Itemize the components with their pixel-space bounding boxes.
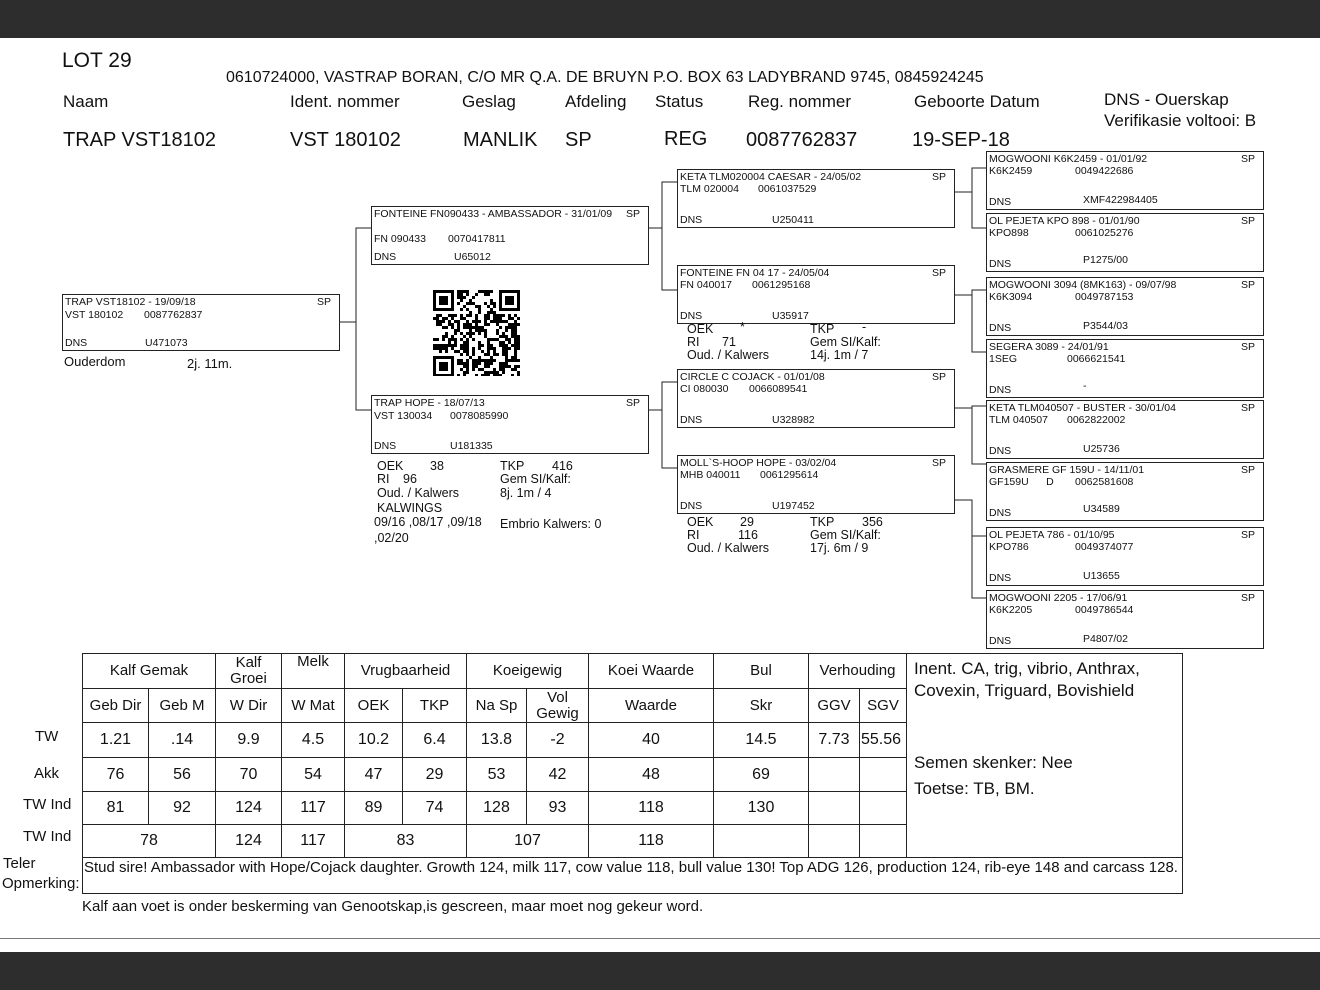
ggp-sp: SP bbox=[1240, 341, 1255, 353]
dam-embrio: Embrio Kalwers: 0 bbox=[500, 517, 602, 531]
gp-oud-label: Oud. / Kalwers bbox=[687, 541, 769, 555]
ggp-id: TLM 040507 bbox=[989, 414, 1048, 426]
gp-tkp-label: TKP bbox=[810, 322, 835, 336]
ggp-sp: SP bbox=[1240, 402, 1255, 414]
ggp-sp: SP bbox=[1240, 279, 1255, 291]
table-sub-header: OEK bbox=[357, 696, 390, 714]
ggp-dns-value: XMF422984405 bbox=[1083, 194, 1158, 206]
table-sub-header: Na Sp bbox=[475, 696, 518, 714]
gp-gem-label: Gem SI/Kalf: bbox=[810, 528, 881, 542]
twind-cell: 124 bbox=[235, 799, 262, 816]
ggp-sp: SP bbox=[1240, 529, 1255, 541]
gp-ri-label: RI bbox=[687, 335, 700, 349]
akk-cell: 42 bbox=[548, 765, 567, 783]
ggp-sp: SP bbox=[1240, 215, 1255, 227]
gp-dns-label: DNS bbox=[680, 414, 703, 426]
table-sub-header: W Dir bbox=[229, 696, 268, 714]
table-group-header: Bul bbox=[750, 662, 772, 679]
ggp-sp: SP bbox=[1240, 464, 1255, 476]
tw-cell: 4.5 bbox=[301, 731, 325, 748]
ggp-dns-label: DNS bbox=[989, 507, 1012, 519]
ggp-dns-label: DNS bbox=[989, 384, 1012, 396]
table-group-header: Koeigewig bbox=[492, 662, 563, 679]
gp-dns-value: U35917 bbox=[772, 310, 809, 322]
breeder-line: 0610724000, VASTRAP BORAN, C/O MR Q.A. DE BRUYN P.O. BOX 63 LADYBRAND 9745, 0845924245 bbox=[226, 69, 984, 86]
gp-dns-label: DNS bbox=[680, 214, 703, 226]
gp-oud-value: 17j. 6m / 9 bbox=[810, 541, 869, 555]
twind-cell: 89 bbox=[364, 799, 383, 816]
ggp-name: MOGWOONI K6K2459 - 01/01/92 bbox=[989, 153, 1148, 165]
dam-gem-label: Gem SI/Kalf: bbox=[500, 472, 571, 486]
ggp-name: KETA TLM040507 - BUSTER - 30/01/04 bbox=[989, 402, 1176, 414]
age-label: Ouderdom bbox=[64, 354, 126, 369]
gp-reg: 0061295614 bbox=[760, 469, 819, 481]
ggp-dns-value: U25736 bbox=[1083, 443, 1120, 455]
gp-reg: 0061295168 bbox=[752, 279, 811, 291]
gp-reg: 0061037529 bbox=[758, 183, 817, 195]
footer-note: Kalf aan voet is onder beskerming van Genootskap,is gescreen, maar moet nog gekeur word. bbox=[82, 898, 704, 915]
twind-group-cell: 117 bbox=[300, 832, 326, 849]
gp-dns-value: U197452 bbox=[772, 500, 815, 512]
ggp-dns-label: DNS bbox=[989, 196, 1012, 208]
gp-sp: SP bbox=[931, 457, 946, 469]
table-sub-header: W Mat bbox=[291, 696, 335, 714]
table-sub-header: Geb Dir bbox=[89, 696, 142, 714]
gp-oek-value: * bbox=[740, 320, 745, 334]
gp-oek-label: OEK bbox=[687, 515, 714, 529]
akk-cell: 53 bbox=[487, 765, 506, 783]
table-sub-header: Skr bbox=[749, 696, 773, 714]
row-label-akk: Akk bbox=[34, 765, 60, 782]
ggp-reg: 0049787153 bbox=[1075, 291, 1134, 303]
gp-name: MOLL`S-HOOP HOPE - 03/02/04 bbox=[680, 457, 837, 469]
dam-oek-value: 38 bbox=[430, 459, 444, 473]
value-reg: 0087762837 bbox=[746, 129, 858, 151]
ggp-dns-value: P4807/02 bbox=[1083, 633, 1128, 645]
label-birthdate: Geboorte Datum bbox=[914, 92, 1040, 111]
gp-ri-value: 116 bbox=[738, 528, 758, 542]
gp-sp: SP bbox=[931, 267, 946, 279]
dam-kalwings-label: KALWINGS bbox=[377, 501, 443, 515]
gp-id: TLM 020004 bbox=[680, 183, 739, 195]
animal-name: TRAP VST18102 - 19/09/18 bbox=[65, 296, 196, 308]
dam-name: TRAP HOPE - 18/07/13 bbox=[374, 397, 485, 409]
gp-id: FN 040017 bbox=[680, 279, 732, 291]
tw-cell: 14.5 bbox=[745, 731, 777, 748]
tw-cell: 10.2 bbox=[357, 731, 390, 748]
tw-cell: 6.4 bbox=[423, 731, 446, 748]
animal-dns-value: U471073 bbox=[145, 337, 188, 349]
row-label-tw: TW bbox=[35, 728, 59, 745]
age-value: 2j. 11m. bbox=[187, 356, 233, 371]
gp-tkp-label: TKP bbox=[810, 515, 835, 529]
sire-reg: 0070417811 bbox=[448, 233, 506, 245]
table-sub-header: TKP bbox=[419, 696, 450, 714]
gp-sp: SP bbox=[931, 371, 946, 383]
akk-cell: 56 bbox=[173, 765, 191, 783]
animal-dns-label: DNS bbox=[65, 337, 88, 349]
ggp-dns-label: DNS bbox=[989, 258, 1012, 270]
akk-cell: 29 bbox=[425, 765, 444, 783]
gp-dns-value: U250411 bbox=[772, 214, 814, 226]
gp-oud-value: 14j. 1m / 7 bbox=[810, 348, 869, 362]
value-geslag: MANLIK bbox=[463, 129, 538, 151]
bottom-rule bbox=[0, 938, 1320, 939]
tw-cell: 7.73 bbox=[818, 731, 850, 748]
value-status: REG bbox=[664, 128, 708, 150]
gp-dns-value: U328982 bbox=[772, 414, 815, 426]
sire-sp: SP bbox=[625, 208, 640, 220]
dam-tkp-label: TKP bbox=[500, 459, 525, 473]
ggp-name: OL PEJETA 786 - 01/10/95 bbox=[989, 529, 1115, 541]
ggp-id: K6K2459 bbox=[989, 165, 1033, 177]
label-naam: Naam bbox=[63, 92, 109, 111]
gp-dns-label: DNS bbox=[680, 500, 703, 512]
ggp-name: MOGWOONI 3094 (8MK163) - 09/07/98 bbox=[989, 279, 1177, 291]
gp-name: KETA TLM020004 CAESAR - 24/05/02 bbox=[680, 171, 862, 183]
ggp-reg: 0049786544 bbox=[1075, 604, 1134, 616]
gp-gem-label: Gem SI/Kalf: bbox=[810, 335, 881, 349]
ggp-reg: 0062822002 bbox=[1067, 414, 1126, 426]
akk-cell: 54 bbox=[304, 765, 322, 783]
akk-cell: 70 bbox=[239, 765, 258, 783]
gp-tkp-value: - bbox=[862, 320, 867, 334]
tw-cell: 13.8 bbox=[480, 731, 513, 748]
dam-dns-label: DNS bbox=[374, 440, 397, 452]
gp-reg: 0066089541 bbox=[749, 383, 808, 395]
table-group-header: Vrugbaarheid bbox=[360, 662, 451, 679]
ggp-dns-value: P1275/00 bbox=[1083, 254, 1128, 266]
twind-cell: 92 bbox=[173, 799, 191, 816]
ggp-id: KPO786 bbox=[989, 541, 1029, 553]
table-sub-header: GGV bbox=[817, 696, 851, 714]
dns-verification: Verifikasie voltooi: B bbox=[1104, 111, 1257, 130]
value-ident: VST 180102 bbox=[290, 129, 401, 151]
sire-dns-label: DNS bbox=[374, 251, 397, 263]
dam-oek-label: OEK bbox=[377, 459, 404, 473]
ggp-reg: 0061025276 bbox=[1075, 227, 1134, 239]
ggp-sp: SP bbox=[1240, 153, 1255, 165]
tw-cell: .14 bbox=[170, 731, 194, 748]
dam-dns-value: U181335 bbox=[450, 440, 493, 452]
ggp-name: GRASMERE GF 159U - 14/11/01 bbox=[989, 464, 1145, 476]
gp-oek-label: OEK bbox=[687, 322, 714, 336]
twind-cell: 74 bbox=[425, 799, 444, 816]
ggp-reg: 0066621541 bbox=[1067, 353, 1126, 365]
dam-reg: 0078085990 bbox=[450, 410, 509, 422]
ggp-id: K6K2205 bbox=[989, 604, 1033, 616]
animal-id: VST 180102 bbox=[65, 309, 124, 321]
gp-ri-value: 71 bbox=[722, 335, 736, 349]
dam-kalwings-dates-2: ,02/20 bbox=[374, 531, 409, 545]
gp-id: MHB 040011 bbox=[680, 469, 741, 481]
gp-oud-label: Oud. / Kalwers bbox=[687, 348, 769, 362]
tw-cell: 55.56 bbox=[860, 731, 902, 748]
twind-cell: 118 bbox=[638, 799, 664, 816]
twind-group-cell: 83 bbox=[396, 832, 415, 849]
opmerking-label: Opmerking: bbox=[2, 875, 80, 892]
akk-cell: 48 bbox=[642, 765, 660, 783]
ggp-reg: 0049374077 bbox=[1075, 541, 1134, 553]
twind-group-cell: 78 bbox=[140, 832, 158, 849]
ggp-id: 1SEG bbox=[989, 353, 1018, 365]
sire-name: FONTEINE FN090433 - AMBASSADOR - 31/01/09 bbox=[374, 208, 613, 220]
akk-cell: 76 bbox=[106, 765, 125, 783]
twind-cell: 130 bbox=[747, 799, 775, 816]
table-sub-header: Geb M bbox=[159, 696, 205, 714]
label-geslag: Geslag bbox=[462, 92, 516, 111]
dam-oud-value: 8j. 1m / 4 bbox=[500, 486, 552, 500]
row-label-twind-2: TW Ind bbox=[23, 828, 72, 845]
table-group-header: Melk bbox=[297, 653, 329, 670]
akk-cell: 69 bbox=[752, 765, 770, 783]
twind-group-cell: 118 bbox=[638, 832, 664, 849]
ggp-sp: SP bbox=[1240, 592, 1255, 604]
table-group-header: Kalf Gemak bbox=[109, 662, 189, 679]
vaccination-note-2: Covexin, Triguard, Bovishield bbox=[914, 681, 1135, 700]
table-sub-header: Vol Gewig bbox=[536, 688, 579, 722]
row-label-twind: TW Ind bbox=[23, 796, 72, 813]
dns-parentage: DNS - Ouerskap bbox=[1104, 90, 1229, 109]
gp-id: CI 080030 bbox=[680, 383, 729, 395]
tests-note: Toetse: TB, BM. bbox=[914, 779, 1035, 798]
akk-cell: 47 bbox=[364, 765, 383, 783]
ggp-id: GF159U D bbox=[989, 476, 1054, 488]
dam-kalwings-dates: 09/16 ,08/17 ,09/18 bbox=[374, 515, 482, 529]
twind-group-cell: 124 bbox=[235, 832, 262, 849]
gp-name: CIRCLE C COJACK - 01/01/08 bbox=[680, 371, 825, 383]
label-ident: Ident. nommer bbox=[290, 92, 400, 111]
dam-ri-value: 96 bbox=[403, 472, 417, 486]
ggp-reg: 0049422686 bbox=[1075, 165, 1134, 177]
table-sub-header: Waarde bbox=[625, 696, 677, 714]
table-group-header: Koei Waarde bbox=[607, 662, 695, 679]
ggp-dns-label: DNS bbox=[989, 635, 1012, 647]
dam-tkp-value: 416 bbox=[552, 459, 573, 473]
ggp-dns-label: DNS bbox=[989, 572, 1012, 584]
tw-cell: 9.9 bbox=[237, 731, 260, 748]
ggp-id: KPO898 bbox=[989, 227, 1029, 239]
dam-oud-label: Oud. / Kalwers bbox=[377, 486, 459, 500]
teler-label: Teler bbox=[3, 855, 36, 872]
table-group-header: Kalf Groei bbox=[230, 654, 267, 687]
label-status: Status bbox=[655, 92, 704, 111]
dam-sp: SP bbox=[625, 397, 640, 409]
twind-cell: 117 bbox=[300, 799, 326, 816]
twind-group-cell: 107 bbox=[514, 832, 541, 849]
gp-ri-label: RI bbox=[687, 528, 700, 542]
lot-number: LOT 29 bbox=[62, 49, 132, 72]
sire-id: FN 090433 bbox=[374, 233, 426, 245]
semen-donor-note: Semen skenker: Nee bbox=[914, 753, 1073, 772]
table-sub-header: SGV bbox=[867, 696, 899, 714]
gp-name: FONTEINE FN 04 17 - 24/05/04 bbox=[680, 267, 830, 279]
gp-dns-label: DNS bbox=[680, 310, 703, 322]
ggp-dns-value: P3544/03 bbox=[1083, 320, 1128, 332]
ggp-dns-value: U34589 bbox=[1083, 503, 1120, 515]
ggp-reg: 0062581608 bbox=[1075, 476, 1134, 488]
ggp-dns-value: - bbox=[1083, 380, 1087, 392]
vaccination-note: Inent. CA, trig, vibrio, Anthrax, bbox=[914, 659, 1140, 678]
ggp-dns-label: DNS bbox=[989, 322, 1012, 334]
ggp-name: MOGWOONI 2205 - 17/06/91 bbox=[989, 592, 1128, 604]
value-birthdate: 19-SEP-18 bbox=[912, 129, 1010, 151]
tw-cell: 40 bbox=[642, 731, 660, 748]
label-afdeling: Afdeling bbox=[565, 92, 627, 111]
animal-reg: 0087762837 bbox=[144, 309, 203, 321]
dam-ri-label: RI bbox=[377, 472, 390, 486]
ggp-name: OL PEJETA KPO 898 - 01/01/90 bbox=[989, 215, 1140, 227]
ggp-dns-value: U13655 bbox=[1083, 570, 1120, 582]
ggp-name: SEGERA 3089 - 24/01/91 bbox=[989, 341, 1109, 353]
ggp-id: K6K3094 bbox=[989, 291, 1033, 303]
gp-oek-value: 29 bbox=[740, 515, 754, 529]
sire-dns-value: U65012 bbox=[454, 251, 491, 263]
animal-sp: SP bbox=[316, 296, 331, 308]
ggp-dns-label: DNS bbox=[989, 445, 1012, 457]
table-group-header: Verhouding bbox=[819, 662, 896, 679]
dam-id: VST 130034 bbox=[374, 410, 433, 422]
value-naam: TRAP VST18102 bbox=[63, 129, 217, 151]
tw-cell: 1.21 bbox=[99, 731, 132, 748]
remark-text: Stud sire! Ambassador with Hope/Cojack daughter. Growth 124, milk 117, cow value 118, bull value 130! Top ADG 126, production 124, rib-eye 148 and carcass 128. bbox=[84, 859, 1178, 876]
twind-cell: 93 bbox=[548, 799, 567, 816]
label-reg: Reg. nommer bbox=[748, 92, 851, 111]
gp-sp: SP bbox=[931, 171, 946, 183]
tw-cell: -2 bbox=[550, 731, 565, 748]
twind-cell: 128 bbox=[483, 799, 510, 816]
value-afdeling: SP bbox=[565, 129, 592, 151]
twind-cell: 81 bbox=[106, 799, 125, 816]
gp-tkp-value: 356 bbox=[862, 515, 883, 529]
